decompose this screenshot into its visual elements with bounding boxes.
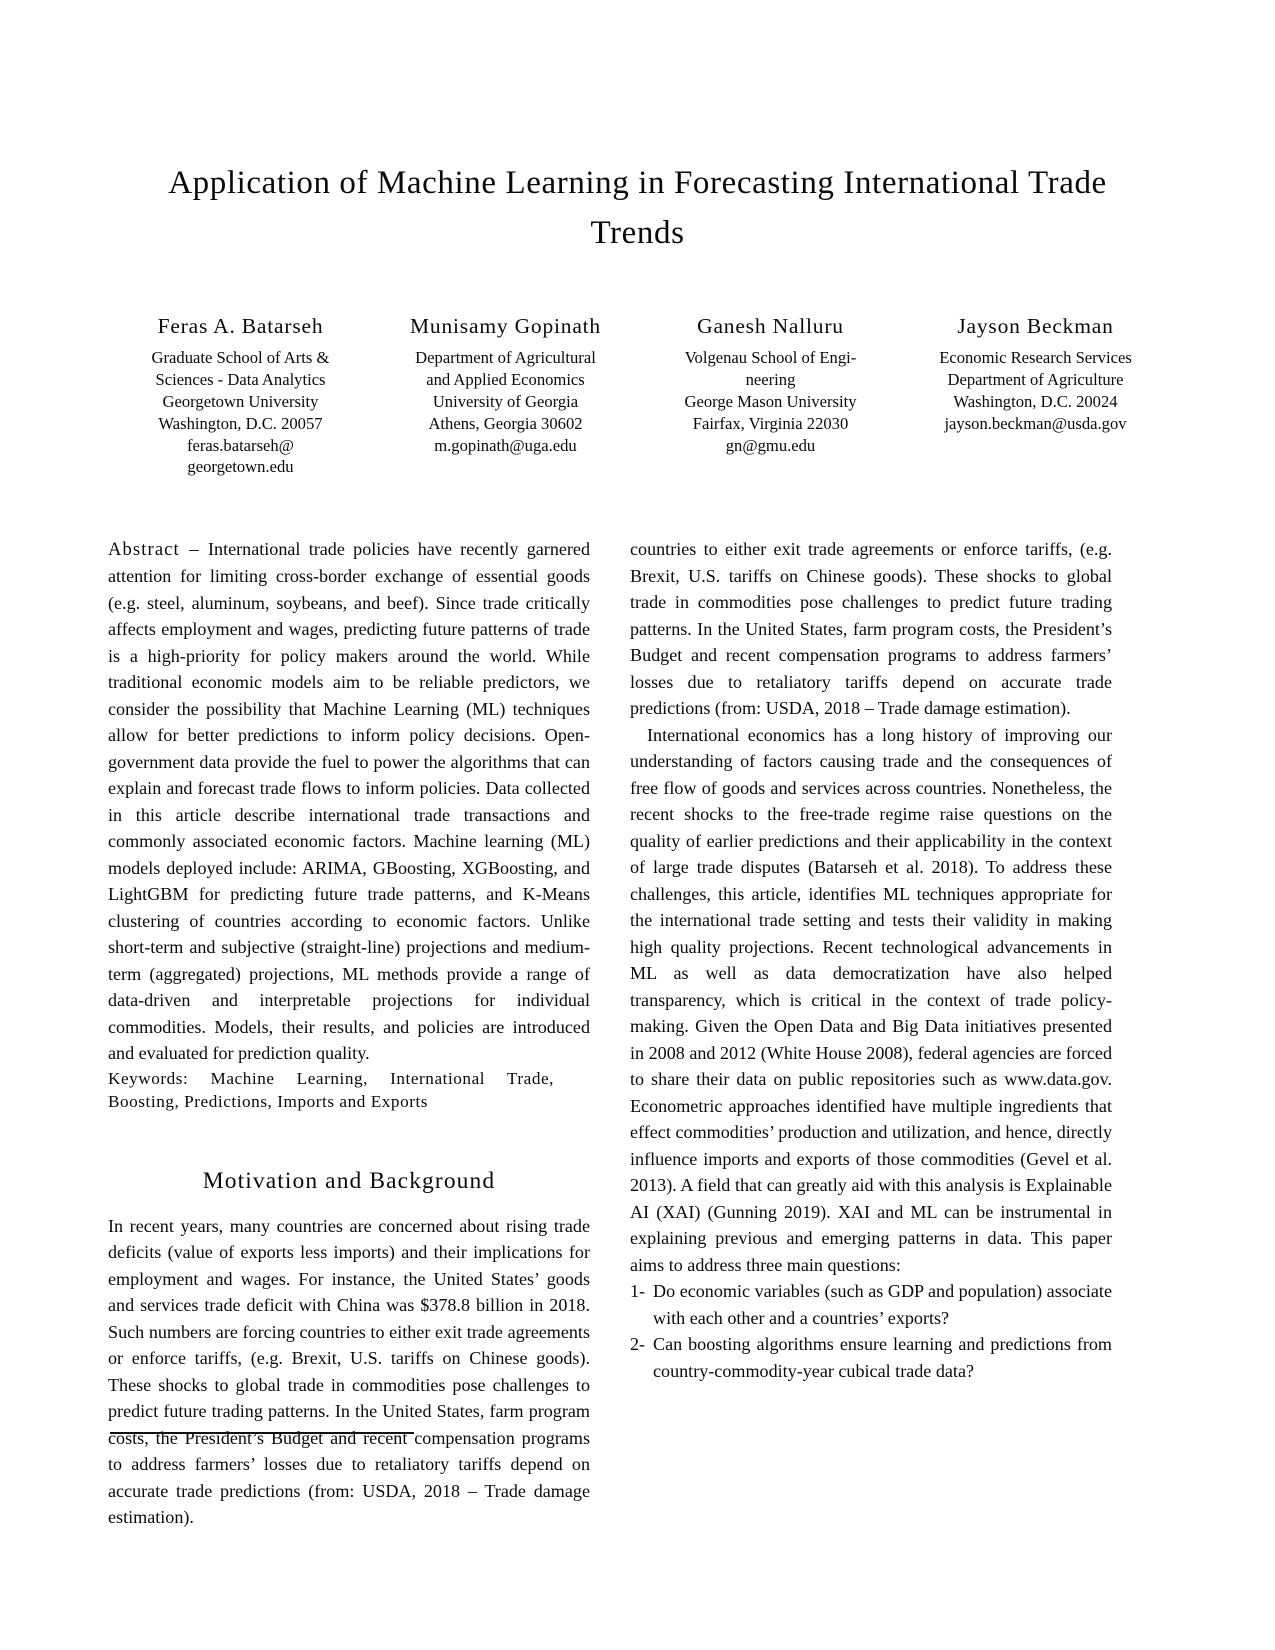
section-paragraph-1: In recent years, many countries are concerned about rising trade deficits (value of exports less imports) and their implications for employment and wages. For instance, the United States’ goods and services trade deficit with China was $378.8 billion in 2018. Such numbers are forcing countries to either exit trade agreements or enforce tariffs, (e.g. Brexit, U.S. tariffs on Chinese goods). These shocks to global trade in commodities pose challenges to predict future trading patterns. In the United States, farm program costs, the President’s Budget and recent compensation programs to address farmers’ losses due to retaliatory tariffs depend on accurate trade predictions (from: USDA, 2018 – Trade damage estimation). <box>108 1215 590 1528</box>
author-email-line: georgetown.edu <box>187 457 294 477</box>
author-name: Feras A. Batarseh <box>157 314 324 338</box>
affiliation-line: Sciences - Data Analytics <box>155 369 326 389</box>
authors-row <box>108 312 1168 478</box>
author-block-3 <box>638 312 903 456</box>
author-affiliation <box>642 347 899 456</box>
author-name: Munisamy Gopinath <box>410 314 601 338</box>
affiliation-line: Georgetown University <box>162 391 319 411</box>
affiliation-line: Department of Agricultural <box>415 348 596 368</box>
author-email-line: feras.batarseh@ <box>187 435 294 455</box>
author-name: Jayson Beckman <box>957 314 1114 338</box>
list-item <box>630 1278 1112 1331</box>
affiliation-line: Department of Agriculture <box>947 369 1124 389</box>
affiliation-line: neering <box>745 369 796 389</box>
section-paragraph-2: International economics has a long history of improving our understanding of factors causing trade and the consequences of free flow of goods and services across countries. Nonetheless, the recent shocks to the free-trade regime raise questions on the quality of earlier predictions and their applicability in the context of large trade disputes (Batarseh et al. 2018). To address these challenges, this article, identifies ML techniques appropriate for the international trade setting and tests their validity in making high quality projections. Recent technological advancements in ML as well as data democratization have also helped transparency, which is critical in the context of trade policy-making. Given the Open Data and Big Data initiatives presented in 2008 and 2012 (White House 2008), federal agencies are forced to share their data on public repositories such as www.data.gov. Econometric approaches identified have multiple ingredients that effect commodities’ production and utilization, and hence, directly influence imports and exports of those commodities (Gevel et al. 2013). A field that can greatly aid with this analysis is Explainable AI (XAI) (Gunning 2019). XAI and ML can be instrumental in explaining previous and emerging patterns in data. This paper aims to address three main questions: <box>630 724 1112 1275</box>
abstract-paragraph <box>108 536 590 1067</box>
affiliation-line: and Applied Economics <box>426 369 585 389</box>
keywords: Keywords: Machine Learning, International Trade, Boosting, Predictions, Imports and Exports <box>108 1068 554 1112</box>
author-block-2 <box>373 312 638 456</box>
abstract-body: International trade policies have recently garnered attention for limiting cross-border exchange of essential goods (e.g. steel, aluminum, soybeans, and beef). Since trade critically affects employment and wages, predicting future patterns of trade is a high-priority for policy makers around the world. While traditional economic models aim to be reliable predictors, we consider the possibility that Machine Learning (ML) techniques allow for better predictions to inform policy decisions. Open-government data provide the fuel to power the algorithms that can explain and forecast trade flows to inform policies. Data collected in this article describe international trade transactions and commonly associated economic factors. Machine learning (ML) models deployed include: ARIMA, GBoosting, XGBoosting, and LightGBM for predicting future trade patterns, and K-Means clustering of countries according to economic factors. Unlike short-term and subjective (straight-line) projections and medium-term (aggregated) projections, ML methods provide a range of data-driven and interpretable projections for individual commodities. Models, their results, and policies are introduced and evaluated for prediction quality. <box>108 539 591 1064</box>
list-item <box>630 1331 1112 1384</box>
list-item-text: Can boosting algorithms ensure learning and predictions from country-commodity-year cubical trade data? <box>653 1334 1112 1381</box>
affiliation-line: Economic Research Services <box>939 348 1132 368</box>
author-email-line: jayson.beckman@usda.gov <box>944 413 1127 433</box>
title-block <box>150 158 1125 258</box>
column-left <box>108 536 590 1531</box>
affiliation-line: Athens, Georgia 30602 <box>428 413 583 433</box>
research-questions-list <box>630 1278 1112 1384</box>
list-item-number: 2- <box>630 1334 646 1354</box>
author-block-4 <box>903 312 1168 435</box>
author-affiliation <box>377 347 634 456</box>
author-affiliation <box>112 347 369 478</box>
section-paragraph-1-continued <box>630 536 1112 722</box>
author-name: Ganesh Nalluru <box>697 314 844 338</box>
author-email-line: gn@gmu.edu <box>725 435 816 455</box>
footnote-separator-rule <box>110 1432 414 1434</box>
affiliation-line: Graduate School of Arts & <box>151 348 330 368</box>
page-title: Application of Machine Learning in Forecasting International Trade Trends <box>168 165 1107 252</box>
author-email-line: m.gopinath@uga.edu <box>434 435 577 455</box>
affiliation-line: Fairfax, Virginia 22030 <box>692 413 849 433</box>
paragraph-continuation-text: countries to either exit trade agreements or enforce tariffs, (e.g. Brexit, U.S. tariffs on Chinese goods). These shocks to global trade in commodities pose challenges to predict future trading patterns. In the United States, farm program costs, the President’s Budget and recent compensation programs to address farmers’ losses due to retaliatory tariffs depend on accurate trade predictions (from: USDA, 2018 – Trade damage estimation). <box>630 539 1112 718</box>
affiliation-line: George Mason University <box>684 391 857 411</box>
affiliation-line: Washington, D.C. 20057 <box>158 413 323 433</box>
section-heading-motivation: Motivation and Background <box>202 1168 496 1195</box>
author-affiliation <box>907 347 1164 435</box>
abstract-label: Abstract – <box>108 539 200 560</box>
author-block-1 <box>108 312 373 478</box>
list-item-text: Do economic variables (such as GDP and population) associate with each other and a countries’ exports? <box>653 1281 1112 1328</box>
affiliation-line: Volgenau School of Engi- <box>684 348 857 368</box>
column-right <box>630 536 1112 1384</box>
list-item-number: 1- <box>630 1281 646 1301</box>
affiliation-line: University of Georgia <box>432 391 579 411</box>
affiliation-line: Washington, D.C. 20024 <box>953 391 1118 411</box>
